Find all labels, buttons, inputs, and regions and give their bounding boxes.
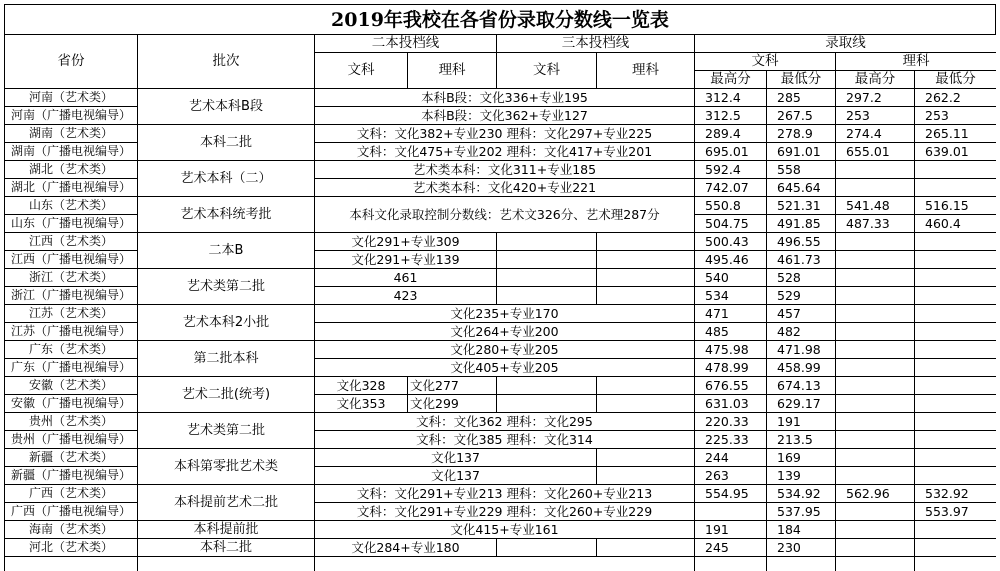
wenke-max-cell: 289.4	[695, 125, 767, 143]
wenke-max-cell: 742.07	[695, 179, 767, 197]
batch-cell: 第二批本科	[138, 341, 315, 377]
empty-cell	[597, 467, 695, 485]
like-max-cell	[836, 503, 915, 521]
province-cell: 浙江（艺术类）	[5, 269, 138, 287]
empty-cell	[597, 395, 695, 413]
line2-wenke-cell: 文化328	[315, 377, 408, 395]
province-cell: 广东（广播电视编导）	[5, 359, 138, 377]
page-title: 2019年我校在各省份录取分数线一览表	[4, 4, 996, 34]
province-cell: 广西（艺术类）	[5, 485, 138, 503]
wenke-max-cell: 592.4	[695, 161, 767, 179]
wenke-min-cell: 496.55	[767, 233, 836, 251]
batch-cell: 艺术类第二批	[138, 413, 315, 449]
wenke-max-cell: 471	[695, 305, 767, 323]
table-row	[5, 521, 997, 539]
table-row	[5, 125, 997, 143]
table-row	[5, 413, 997, 431]
province-cell: 安徽（广播电视编导）	[5, 395, 138, 413]
requirement-cell: 文科：文化385 理科：文化314	[315, 431, 695, 449]
table-row	[5, 233, 997, 251]
province-cell: 贵州（广播电视编导）	[5, 431, 138, 449]
empty-cell	[836, 233, 915, 251]
requirement-cell: 本科文化录取控制分数线：艺术文326分、艺术理287分	[315, 197, 695, 233]
requirement-cell: 本科B段：文化336+专业195	[315, 89, 695, 107]
header-wenke-max: 最高分	[695, 71, 767, 89]
province-cell: 广西（广播电视编导）	[5, 503, 138, 521]
empty-cell	[836, 539, 915, 557]
header-line2-wenke: 文科	[315, 53, 408, 89]
province-cell: 广东（艺术类）	[5, 341, 138, 359]
like-max-cell	[836, 161, 915, 179]
header-like-min: 最低分	[915, 71, 997, 89]
requirement-cell: 文化137	[315, 467, 597, 485]
empty-cell	[597, 287, 695, 305]
empty-cell	[915, 323, 997, 341]
wenke-max-cell: 263	[695, 467, 767, 485]
empty-cell	[836, 395, 915, 413]
batch-cell: 艺术本科统考批	[138, 197, 315, 233]
empty-cell	[915, 539, 997, 557]
score-sheet	[4, 4, 996, 571]
province-cell: 河南（广播电视编导）	[5, 107, 138, 125]
batch-cell: 艺术类第二批	[138, 269, 315, 305]
wenke-min-cell: 471.98	[767, 341, 836, 359]
requirement-cell: 文科：文化475+专业202 理科：文化417+专业201	[315, 143, 695, 161]
empty-cell	[836, 359, 915, 377]
empty-cell	[767, 557, 836, 571]
wenke-max-cell: 550.8	[695, 197, 767, 215]
province-cell: 江西（艺术类）	[5, 233, 138, 251]
empty-cell	[915, 557, 997, 571]
wenke-max-cell: 312.4	[695, 89, 767, 107]
empty-cell	[597, 269, 695, 287]
like-max-cell: 655.01	[836, 143, 915, 161]
like-max-cell: 253	[836, 107, 915, 125]
wenke-min-cell: 139	[767, 467, 836, 485]
empty-cell	[915, 431, 997, 449]
header-batch: 批次	[138, 35, 315, 89]
wenke-min-cell: 457	[767, 305, 836, 323]
empty-cell	[597, 251, 695, 269]
empty-cell	[497, 233, 597, 251]
table-row	[5, 557, 997, 571]
line2-wenke-cell: 文化353	[315, 395, 408, 413]
empty-cell	[315, 557, 695, 571]
batch-cell: 本科二批	[138, 539, 315, 557]
wenke-max-cell: 695.01	[695, 143, 767, 161]
province-cell: 江苏（广播电视编导）	[5, 323, 138, 341]
wenke-max-cell: 478.99	[695, 359, 767, 377]
province-cell: 山东（广播电视编导）	[5, 215, 138, 233]
empty-cell	[497, 287, 597, 305]
empty-cell	[836, 431, 915, 449]
requirement-cell: 文化137	[315, 449, 597, 467]
empty-cell	[836, 323, 915, 341]
batch-cell: 艺术本科2小批	[138, 305, 315, 341]
wenke-max-cell: 554.95	[695, 485, 767, 503]
empty-cell	[915, 341, 997, 359]
requirement-cell: 文化291+专业309	[315, 233, 497, 251]
like-min-cell: 460.4	[915, 215, 997, 233]
empty-cell	[915, 233, 997, 251]
wenke-min-cell: 267.5	[767, 107, 836, 125]
batch-cell: 本科第零批艺术类	[138, 449, 315, 485]
wenke-max-cell: 312.5	[695, 107, 767, 125]
wenke-min-cell: 534.92	[767, 485, 836, 503]
requirement-cell: 文化415+专业161	[315, 521, 695, 539]
empty-cell	[836, 305, 915, 323]
wenke-min-cell: 461.73	[767, 251, 836, 269]
empty-cell	[836, 377, 915, 395]
wenke-max-cell	[695, 503, 767, 521]
empty-cell	[836, 449, 915, 467]
score-table	[4, 34, 996, 571]
header-line3-wenke: 文科	[497, 53, 597, 89]
empty-cell	[597, 233, 695, 251]
requirement-cell: 文科：文化382+专业230 理科：文化297+专业225	[315, 125, 695, 143]
empty-cell	[497, 377, 597, 395]
header-line3-like: 理科	[597, 53, 695, 89]
like-min-cell: 253	[915, 107, 997, 125]
empty-cell	[915, 359, 997, 377]
table-row	[5, 485, 997, 503]
empty-cell	[915, 413, 997, 431]
requirement-cell: 文科：文化362 理科：文化295	[315, 413, 695, 431]
wenke-min-cell: 230	[767, 539, 836, 557]
wenke-max-cell: 631.03	[695, 395, 767, 413]
like-min-cell	[915, 179, 997, 197]
wenke-max-cell: 245	[695, 539, 767, 557]
requirement-cell: 艺术类本科：文化311+专业185	[315, 161, 695, 179]
empty-cell	[915, 287, 997, 305]
empty-cell	[5, 557, 138, 571]
wenke-max-cell: 475.98	[695, 341, 767, 359]
empty-cell	[836, 467, 915, 485]
header-line2-like: 理科	[408, 53, 497, 89]
requirement-cell: 文科：文化291+专业229 理科：文化260+专业229	[315, 503, 695, 521]
like-max-cell: 562.96	[836, 485, 915, 503]
empty-cell	[915, 521, 997, 539]
header-line2: 二本投档线	[315, 35, 497, 53]
wenke-min-cell: 184	[767, 521, 836, 539]
table-row	[5, 539, 997, 557]
empty-cell	[915, 449, 997, 467]
empty-cell	[497, 539, 597, 557]
wenke-max-cell: 485	[695, 323, 767, 341]
wenke-min-cell: 491.85	[767, 215, 836, 233]
batch-cell: 艺术本科B段	[138, 89, 315, 125]
like-min-cell: 553.97	[915, 503, 997, 521]
empty-cell	[836, 557, 915, 571]
requirement-cell: 文化284+专业180	[315, 539, 497, 557]
province-cell: 江西（广播电视编导）	[5, 251, 138, 269]
wenke-max-cell: 676.55	[695, 377, 767, 395]
line2-like-cell: 文化277	[408, 377, 497, 395]
empty-cell	[836, 251, 915, 269]
wenke-max-cell: 220.33	[695, 413, 767, 431]
empty-cell	[597, 377, 695, 395]
like-max-cell: 274.4	[836, 125, 915, 143]
like-max-cell: 297.2	[836, 89, 915, 107]
table-row	[5, 197, 997, 215]
header-adm-wenke: 文科	[695, 53, 836, 71]
requirement-cell: 文化235+专业170	[315, 305, 695, 323]
wenke-min-cell: 191	[767, 413, 836, 431]
empty-cell	[915, 251, 997, 269]
province-cell: 浙江（广播电视编导）	[5, 287, 138, 305]
like-min-cell: 516.15	[915, 197, 997, 215]
province-cell: 湖南（广播电视编导）	[5, 143, 138, 161]
province-cell: 新疆（广播电视编导）	[5, 467, 138, 485]
wenke-max-cell: 500.43	[695, 233, 767, 251]
wenke-max-cell: 495.46	[695, 251, 767, 269]
like-max-cell: 487.33	[836, 215, 915, 233]
province-cell: 湖南（艺术类）	[5, 125, 138, 143]
table-row	[5, 89, 997, 107]
batch-cell: 本科提前艺术二批	[138, 485, 315, 521]
empty-cell	[597, 449, 695, 467]
table-row	[5, 377, 997, 395]
wenke-min-cell: 645.64	[767, 179, 836, 197]
table-row	[5, 305, 997, 323]
batch-cell: 艺术本科（二）	[138, 161, 315, 197]
requirement-cell: 文化291+专业139	[315, 251, 497, 269]
table-row	[5, 341, 997, 359]
province-cell: 新疆（艺术类）	[5, 449, 138, 467]
empty-cell	[497, 269, 597, 287]
wenke-min-cell: 629.17	[767, 395, 836, 413]
empty-cell	[138, 557, 315, 571]
wenke-min-cell: 213.5	[767, 431, 836, 449]
wenke-min-cell: 558	[767, 161, 836, 179]
wenke-min-cell: 278.9	[767, 125, 836, 143]
empty-cell	[915, 305, 997, 323]
wenke-max-cell: 244	[695, 449, 767, 467]
empty-cell	[836, 287, 915, 305]
like-min-cell: 639.01	[915, 143, 997, 161]
wenke-max-cell: 540	[695, 269, 767, 287]
wenke-min-cell: 674.13	[767, 377, 836, 395]
wenke-min-cell: 521.31	[767, 197, 836, 215]
requirement-cell: 本科B段：文化362+专业127	[315, 107, 695, 125]
like-max-cell: 541.48	[836, 197, 915, 215]
province-cell: 湖北（广播电视编导）	[5, 179, 138, 197]
empty-cell	[915, 395, 997, 413]
province-cell: 河南（艺术类）	[5, 89, 138, 107]
requirement-cell: 文化280+专业205	[315, 341, 695, 359]
like-max-cell	[836, 179, 915, 197]
wenke-min-cell: 482	[767, 323, 836, 341]
like-min-cell: 532.92	[915, 485, 997, 503]
requirement-cell: 423	[315, 287, 497, 305]
empty-cell	[695, 557, 767, 571]
empty-cell	[497, 395, 597, 413]
wenke-max-cell: 504.75	[695, 215, 767, 233]
empty-cell	[915, 467, 997, 485]
province-cell: 海南（艺术类）	[5, 521, 138, 539]
like-min-cell	[915, 161, 997, 179]
wenke-max-cell: 225.33	[695, 431, 767, 449]
header-adm-like: 理科	[836, 53, 997, 71]
requirement-cell: 文化264+专业200	[315, 323, 695, 341]
batch-cell: 艺术二批(统考)	[138, 377, 315, 413]
requirement-cell: 文科：文化291+专业213 理科：文化260+专业213	[315, 485, 695, 503]
province-cell: 山东（艺术类）	[5, 197, 138, 215]
empty-cell	[836, 413, 915, 431]
wenke-min-cell: 529	[767, 287, 836, 305]
wenke-min-cell: 458.99	[767, 359, 836, 377]
province-cell: 湖北（艺术类）	[5, 161, 138, 179]
province-cell: 贵州（艺术类）	[5, 413, 138, 431]
wenke-min-cell: 285	[767, 89, 836, 107]
header-wenke-min: 最低分	[767, 71, 836, 89]
wenke-min-cell: 528	[767, 269, 836, 287]
like-min-cell: 262.2	[915, 89, 997, 107]
header-like-max: 最高分	[836, 71, 915, 89]
table-row	[5, 161, 997, 179]
empty-cell	[497, 251, 597, 269]
wenke-max-cell: 534	[695, 287, 767, 305]
empty-cell	[915, 377, 997, 395]
empty-cell	[836, 269, 915, 287]
table-row	[5, 449, 997, 467]
province-cell: 江苏（艺术类）	[5, 305, 138, 323]
table-row	[5, 269, 997, 287]
province-cell: 河北（艺术类）	[5, 539, 138, 557]
requirement-cell: 文化405+专业205	[315, 359, 695, 377]
empty-cell	[836, 341, 915, 359]
header-row-1	[5, 35, 997, 53]
requirement-cell: 艺术类本科：文化420+专业221	[315, 179, 695, 197]
batch-cell: 本科二批	[138, 125, 315, 161]
header-province: 省份	[5, 35, 138, 89]
header-line3: 三本投档线	[497, 35, 695, 53]
requirement-cell: 461	[315, 269, 497, 287]
header-admission: 录取线	[695, 35, 997, 53]
empty-cell	[597, 539, 695, 557]
empty-cell	[915, 269, 997, 287]
wenke-min-cell: 169	[767, 449, 836, 467]
line2-like-cell: 文化299	[408, 395, 497, 413]
batch-cell: 二本B	[138, 233, 315, 269]
province-cell: 安徽（艺术类）	[5, 377, 138, 395]
wenke-min-cell: 691.01	[767, 143, 836, 161]
wenke-min-cell: 537.95	[767, 503, 836, 521]
wenke-max-cell: 191	[695, 521, 767, 539]
empty-cell	[836, 521, 915, 539]
batch-cell: 本科提前批	[138, 521, 315, 539]
like-min-cell: 265.11	[915, 125, 997, 143]
